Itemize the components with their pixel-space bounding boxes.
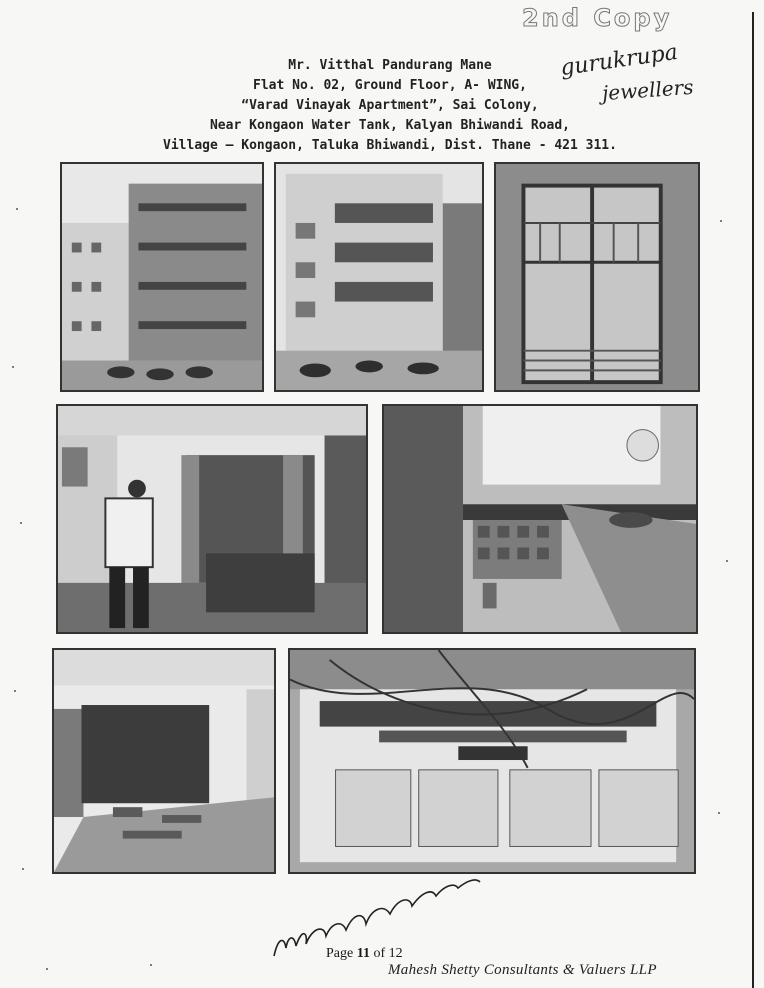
flat-number: Flat No. 02, Ground Floor, A- WING, (253, 78, 527, 93)
hall-interior-photo (56, 404, 368, 634)
building-exterior-front-photo (274, 162, 484, 392)
page-current: 11 (356, 946, 370, 961)
page-prefix: Page (326, 946, 357, 961)
society-board-photo (288, 648, 696, 874)
handwritten-note-line2: jewellers (601, 74, 695, 106)
road-address: Near Kongaon Water Tank, Kalyan Bhiwandi Road, (209, 118, 571, 133)
page-total: 12 (388, 946, 403, 961)
copy-stamp: 2nd Copy (522, 4, 673, 32)
building-exterior-left-photo (60, 162, 264, 392)
page-sep: of (369, 946, 389, 961)
owner-name: Mr. Vitthal Pandurang Mane (288, 58, 492, 73)
village-address: Village – Kongaon, Taluka Bhiwandi, Dist. Thane - 421 311. (163, 138, 617, 153)
right-border-line (752, 12, 754, 988)
kitchen-photo (382, 404, 698, 634)
page-number (326, 946, 403, 962)
firm-footer: Mahesh Shetty Consultants & Valuers LLP (388, 962, 657, 978)
handwritten-note-line1: gurukrupa (558, 39, 680, 82)
entrance-door-photo (494, 162, 700, 392)
bedroom-interior-photo (52, 648, 276, 874)
property-address-header (150, 56, 630, 156)
apartment-name: “Varad Vinayak Apartment”, Sai Colony, (241, 98, 539, 113)
